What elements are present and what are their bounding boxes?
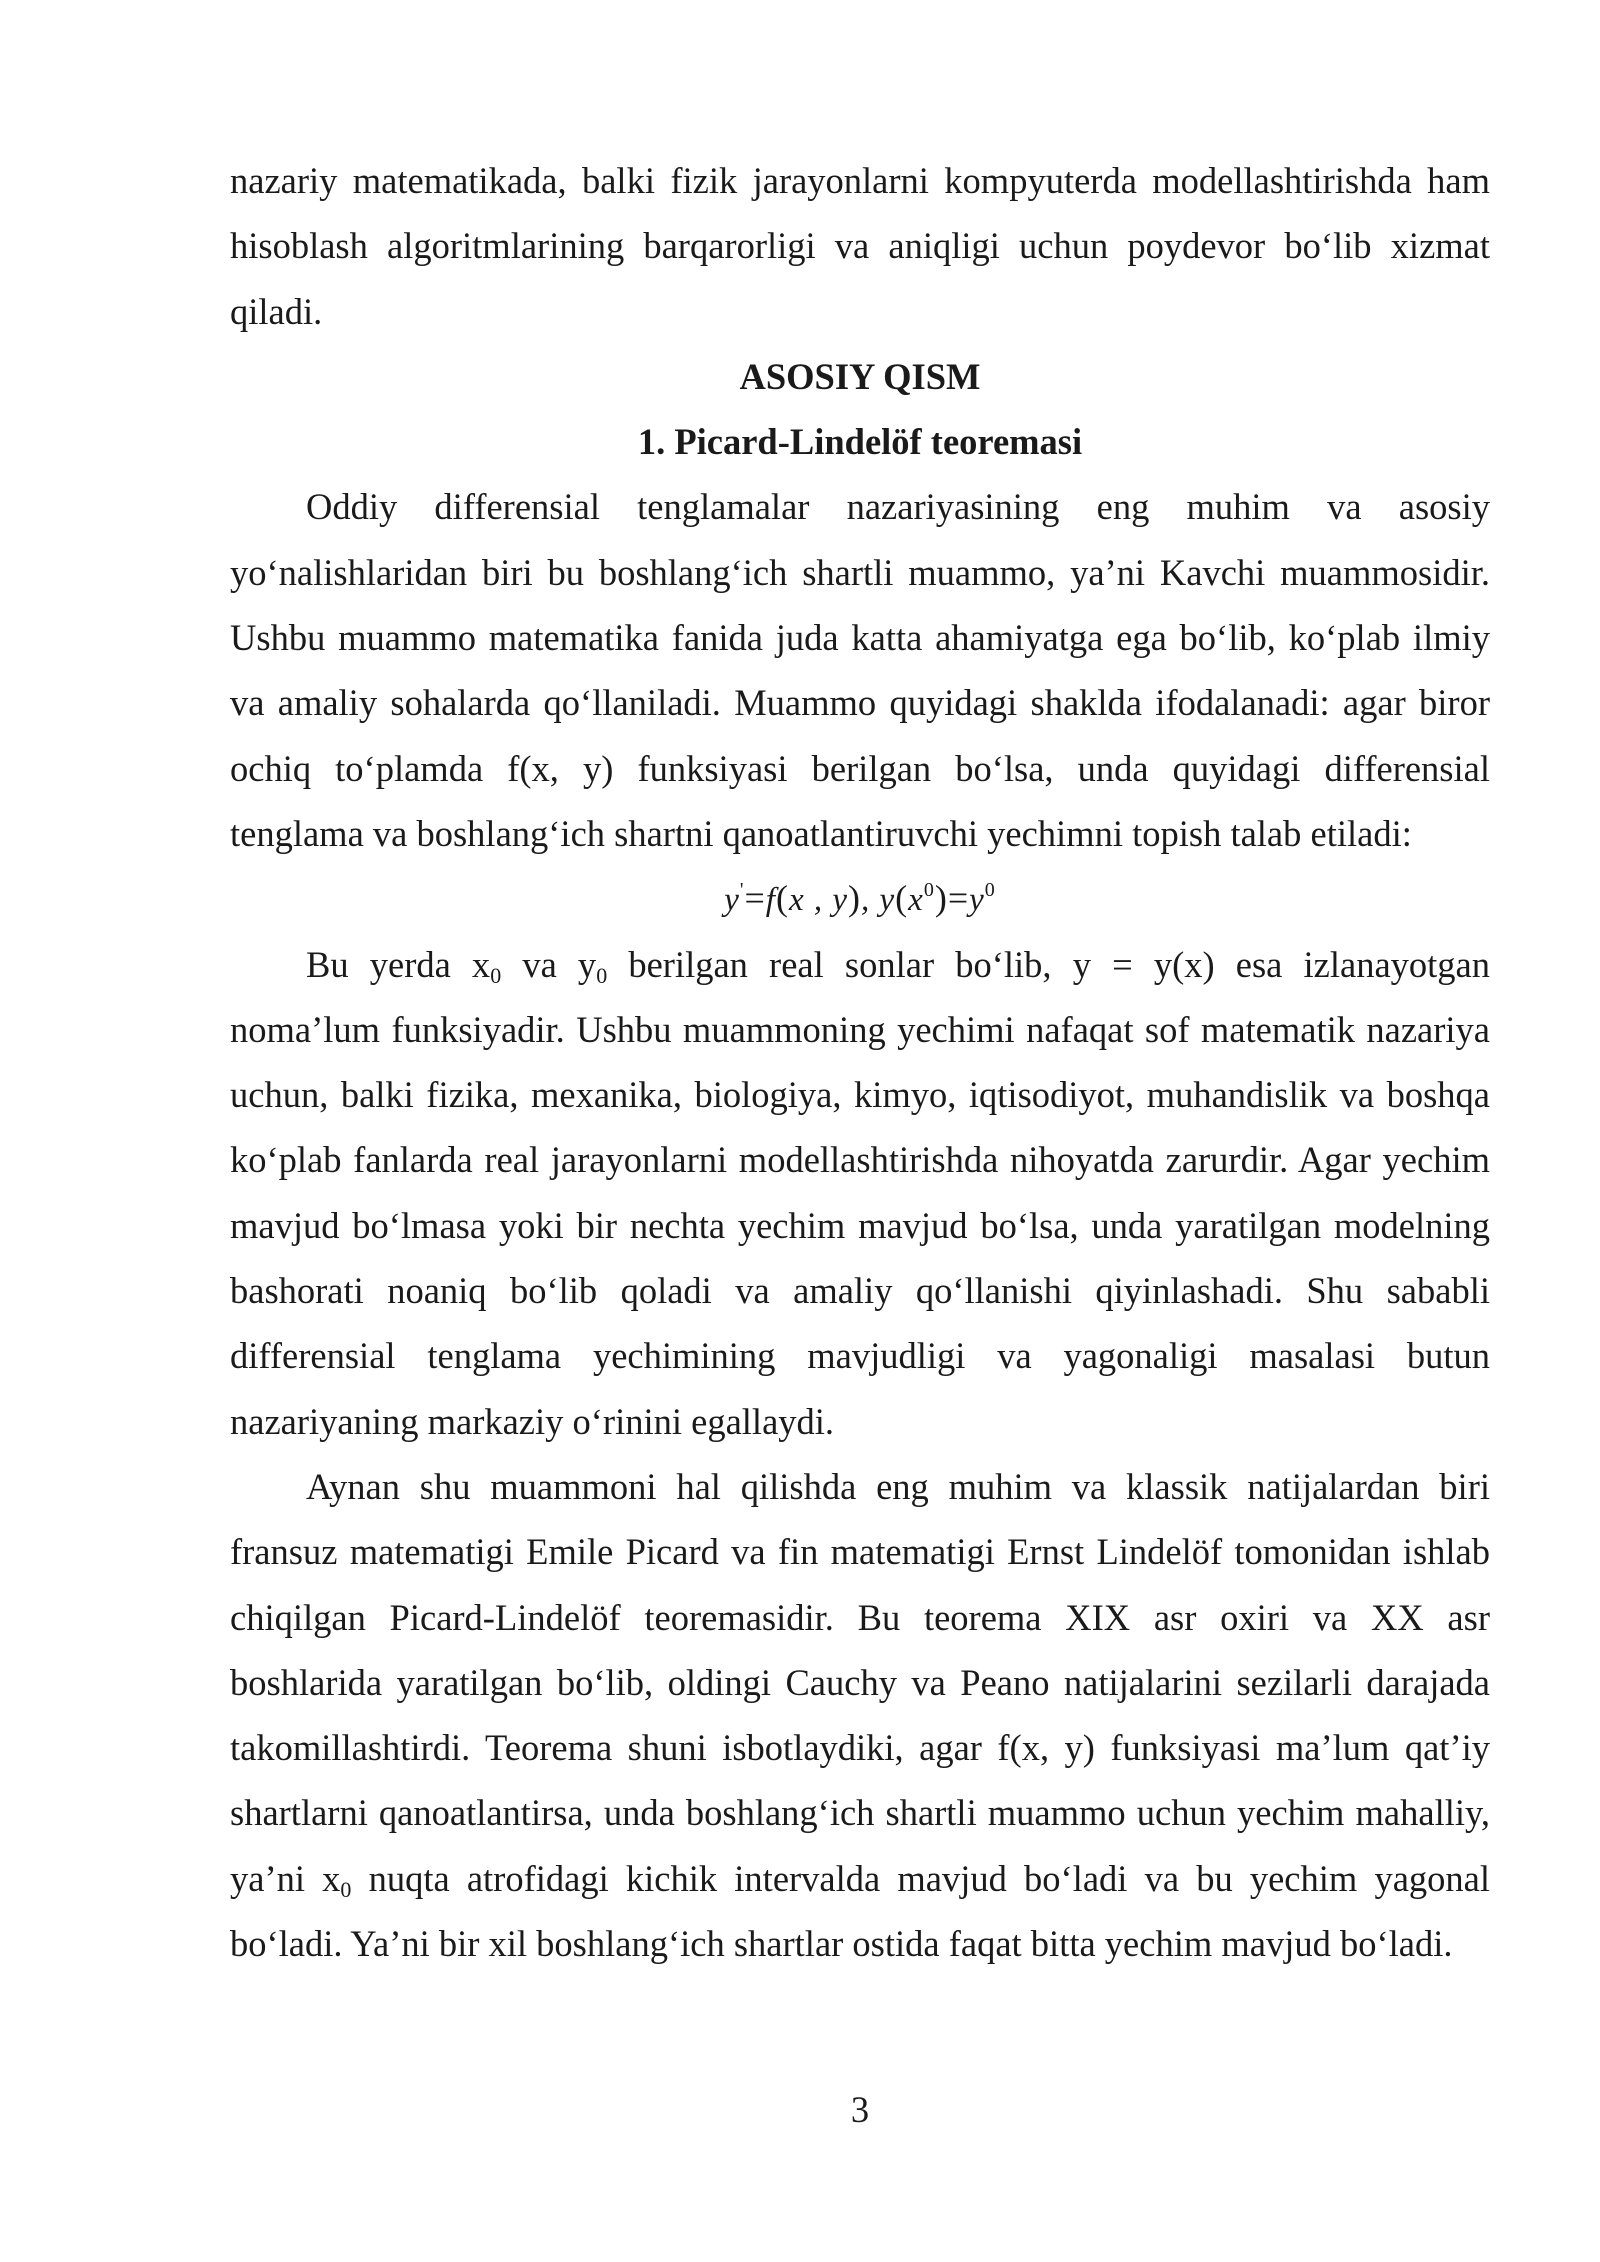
formula-eq2: =: [947, 878, 970, 919]
intro-paragraph-tail: nazariy matematikada, balki fizik jarayonlarni kompyuterda modellashtirishda ham hisoblash algoritmlarining barqarorligi va aniqligi uchun poydevor bo‘lib xizmat qiladi.: [230, 160, 1490, 332]
subscript-zero: 0: [490, 962, 502, 988]
section-title: ASOSIY QISM: [739, 355, 981, 397]
formula-comma: ,: [861, 882, 871, 919]
formula-fn: f: [765, 882, 776, 919]
formula-y0: y: [969, 882, 985, 919]
subscript-zero: 0: [340, 1876, 352, 1902]
page-number: 3: [850, 2089, 870, 2130]
subsection-title: 1. Picard-Lindelöf teoremasi: [637, 421, 1083, 463]
formula-prime: ': [739, 879, 745, 902]
formula-args: x , y: [788, 882, 848, 919]
formula-sup0-b: 0: [984, 879, 996, 902]
formula-eq1: =: [744, 878, 766, 919]
document-page: [230, 148, 1490, 1976]
paragraph-cauchy-problem: Oddiy differensial tenglamalar nazariyasining eng muhim va asosiy yo‘nalishlaridan biri bu boshlang‘ich shartli muammo, ya’ni Kavchi muammosidir. Ushbu muammo matematika fanida juda katta ahamiyatga ega bo‘lib, ko‘plab ilmiy va amaliy sohalarda qo‘llaniladi. Muammo quyidagi shaklda ifodalanadi: agar biror ochiq to‘plamda f(x, y) funksiyasi berilgan bo‘lsa, unda quyidagi differensial tenglama va boshlang‘ich shartni qanoatlantiruvchi yechimni topish talab etiladi:: [230, 486, 1490, 854]
subscript-zero: 0: [596, 962, 608, 988]
formula-sup0-a: 0: [923, 879, 935, 902]
paragraph-variables: Bu yerda $x_0$ va $y_0$ berilgan real sonlar bo‘lib, y = y(x) esa izlanayotgan noma’lum funksiyadir. Ushbu muammoning yechimi nafaqat sof matematik nazariya uchun, balki fizika, mexanika, biologiya, kimyo, iqtisodiyot, muhandislik va boshqa ko‘plab fanlarda real jarayonlarni modellashtirishda nihoyatda zarurdir. Agar yechim mavjud bo‘lmasa yoki bir nechta yechim mavjud bo‘lsa, unda yaratilgan modelning bashorati noaniq bo‘lib qoladi va amaliy qo‘llanishi qiyinlashadi. Shu sababli differensial tenglama yechimining mavjudligi va yagonaligi masalasi butun nazariyaning markaziy o‘rinini egallaydi.: [230, 943, 1490, 1442]
paragraph-picard-lindelof: Aynan shu muammoni hal qilishda eng muhim va klassik natijalardan biri fransuz matematigi Emile Picard va fin matematigi Ernst Lindelöf tomonidan ishlab chiqilgan Picard-Lindelöf teoremasidir. Bu teorema XIX asr oxiri va XX asr boshlarida yaratilgan bo‘lib, oldingi Cauchy va Peano natijalarini sezilarli darajada takomillashtirdi. Teorema shuni isbotlaydiki, agar f(x, y) funksiyasi ma’lum qat’iy shartlarni qanoatlantirsa, unda boshlang‘ich shartli muammo uchun yechim mahalliy, ya’ni $x_0$ nuqta atrofidagi kichik intervalda mavjud bo‘ladi va bu yechim yagonal bo‘ladi. Ya’ni bir xil boshlang‘ich shartlar ostida faqat bitta yechim mavjud bo‘ladi.: [230, 1465, 1490, 1965]
formula-y2: y: [879, 882, 896, 919]
cauchy-problem-formula: y'=f(x , y), $y(x^0)=y^0$: [724, 878, 996, 919]
formula-x0: x: [908, 882, 924, 919]
formula-lhs: y: [724, 882, 740, 919]
